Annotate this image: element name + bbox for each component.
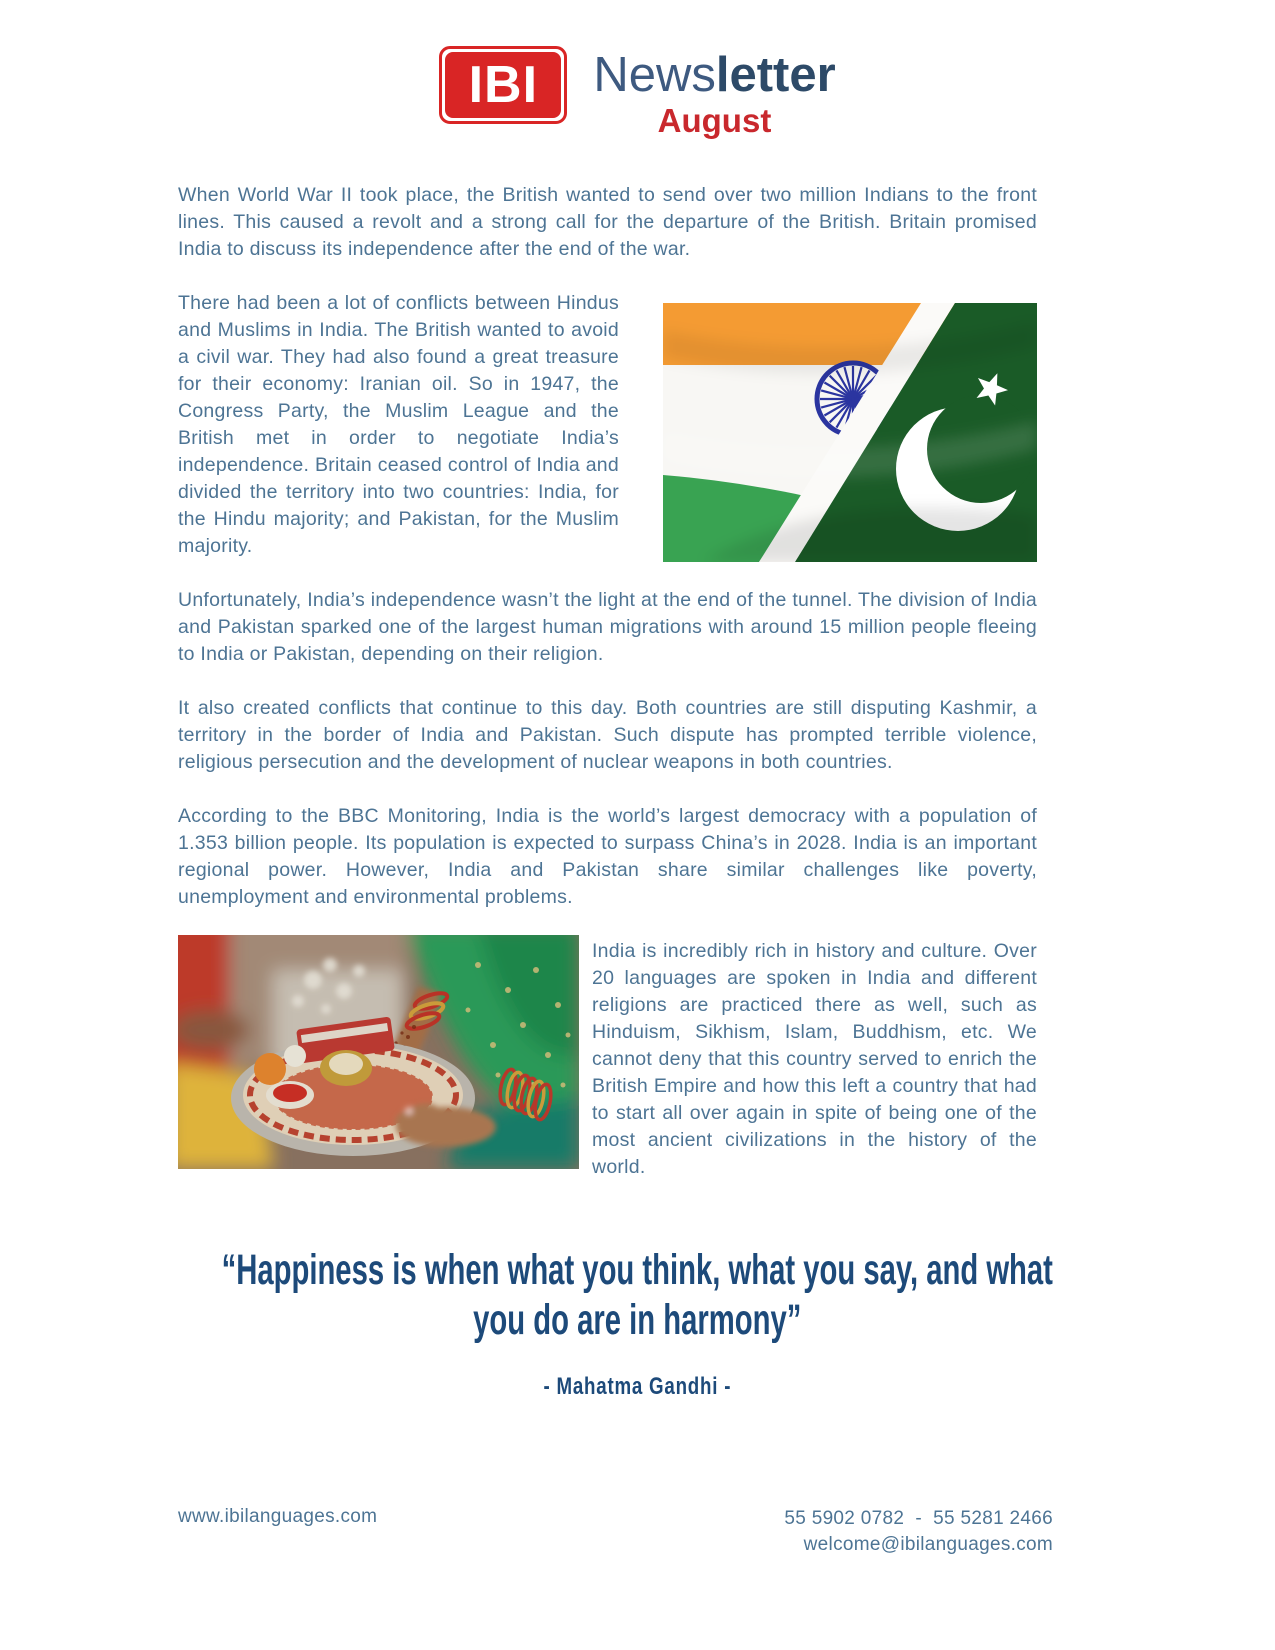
ibi-logo-box <box>445 52 561 118</box>
footer-phones: 55 5902 0782 - 55 5281 2466 <box>784 1508 1053 1529</box>
paragraph-culture <box>178 938 1037 1181</box>
gandhi-quote <box>222 1245 1053 1345</box>
paragraph-democracy: According to the BBC Monitoring, India is the world’s largest democracy with a population of 1.353 billion people. Its population is expected to surpass China’s in 2028. India is an important regional power. However, India and Pakistan share similar challenges like poverty, unemployment and environmental problems. <box>178 805 1037 909</box>
paragraph-partition-text: There had been a lot of conflicts between Hindus and Muslims in India. The British wanted to avoid a civil war. They had also found a great treasure for their economy: Iranian oil. So in 1947, the Congress Party, the Muslim League and the British met in order to negotiate India’s independence. Britain ceased control of India and divided the territory into two countries: India, for the Hindu majority; and Pakistan, for the Muslim majority. <box>178 292 619 558</box>
paragraph-partition <box>178 290 1037 560</box>
footer-website: www.ibilanguages.com <box>178 1506 378 1527</box>
header <box>0 0 1275 140</box>
paragraph-migration: Unfortunately, India’s independence wasn’t the light at the end of the tunnel. The division of India and Pakistan sparked one of the largest human migrations with around 15 million people fleeing to India or Pakistan, depending on their religion. <box>178 589 1037 666</box>
ibi-logo-text: IBI <box>468 56 539 114</box>
indian-ceremony-photo <box>178 935 579 1169</box>
quote-section <box>0 1245 1275 1345</box>
article <box>178 140 1037 1181</box>
newsletter-title-block <box>593 46 835 140</box>
quote-attribution-row <box>0 1373 1275 1401</box>
paragraph-ww2: When World War II took place, the British wanted to send over two million Indians to the front lines. This caused a revolt and a strong call for the departure of the British. Britain promised India to discuss its independence after the end of the war. <box>178 184 1037 261</box>
paragraph-culture-text: India is incredibly rich in history and culture. Over 20 languages are spoken in India and different religions are practiced there as well, such as Hinduism, Sikhism, Islam, Buddhism, etc. We cannot deny that this country served to enrich the British Empire and how this left a country that had to start all over again in spite of being one of the most ancient civilizations in the history of the world. <box>592 940 1037 1179</box>
india-pakistan-flag-image <box>663 303 1037 562</box>
newsletter-title-news: News <box>593 48 716 102</box>
quote-attribution: - Mahatma Gandhi - <box>543 1373 732 1401</box>
newsletter-title <box>593 50 835 101</box>
footer-contact <box>784 1506 1053 1558</box>
gandhi-quote-line1: “Happiness is when what you think, what you say, and what <box>221 1246 1054 1295</box>
footer-email: welcome@ibilanguages.com <box>803 1534 1053 1555</box>
ibi-logo <box>439 46 567 124</box>
paragraph-kashmir: It also created conflicts that continue to this day. Both countries are still disputing Kashmir, a territory in the border of India and Pakistan. Such dispute has prompted terrible violence, religious persecution and the development of nuclear weapons in both countries. <box>178 697 1037 774</box>
newsletter-month: August <box>657 102 772 140</box>
gandhi-quote-line2: you do are in harmony” <box>473 1296 802 1345</box>
newsletter-title-letter: letter <box>715 48 836 102</box>
